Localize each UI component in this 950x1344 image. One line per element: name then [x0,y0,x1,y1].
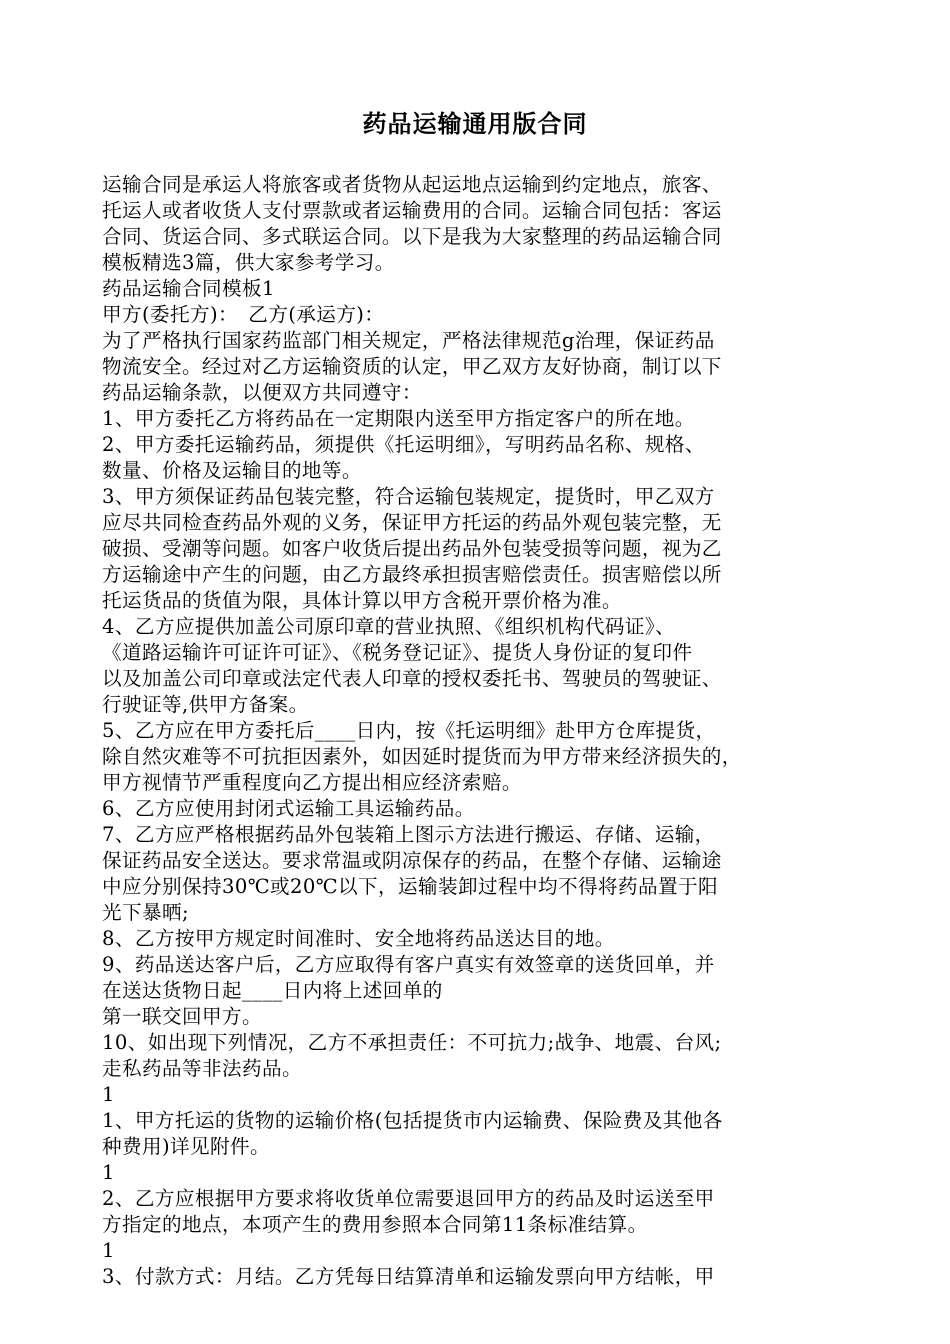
document-line: 合同、货运合同、多式联运合同。以下是我为大家整理的药品运输合同 [102,225,722,248]
document-line: 1、甲方委托乙方将药品在一定期限内送至甲方指定客户的所在地。 [102,407,695,430]
document-line: 模板精选3篇，供大家参考学习。 [102,251,395,274]
document-line: 10、如出现下列情况，乙方不承担责任：不可抗力;战争、地震、台风; [102,1031,722,1054]
document-line: 为了严格执行国家药监部门相关规定，严格法律规范g治理，保证药品 [102,329,715,352]
document-line: 3、甲方须保证药品包装完整，符合运输包装规定，提货时，甲乙双方 [102,485,715,508]
document-line: 7、乙方应严格根据药品外包装箱上图示方法进行搬运、存储、运输， [102,823,715,846]
document-line: 方运输途中产生的问题，由乙方最终承担损害赔偿责任。损害赔偿以所 [102,563,722,586]
document-line: 5、乙方应在甲方委托后____日内，按《托运明细》赴甲方仓库提货， [102,719,716,742]
document-line: 应尽共同检查药品外观的义务，保证甲方托运的药品外观包装完整，无 [102,511,722,534]
document-line: 药品运输合同模板1 [102,277,275,300]
document-line: 8、乙方按甲方规定时间准时、安全地将药品送达目的地。 [102,927,615,950]
document-line: 中应分别保持30℃或20℃以下，运输装卸过程中均不得将药品置于阳 [102,875,718,898]
document-line: 行驶证等,供甲方备案。 [102,693,309,716]
document-line: 方指定的地点，本项产生的费用参照本合同第11条标准结算。 [102,1213,648,1236]
document-line: 2、甲方委托运输药品，须提供《托运明细》，写明药品名称、规格、 [102,433,705,456]
document-line: 数量、价格及运输目的地等。 [102,459,362,482]
document-line: 4、乙方应提供加盖公司原印章的营业执照、《组织机构代码证》、 [102,615,676,638]
document-line: 药品运输条款，以便双方共同遵守： [102,381,422,404]
document-line: 托运货品的货值为限，具体计算以甲方含税开票价格为准。 [102,589,622,612]
document-line: 《道路运输许可证许可证》、《税务登记证》、提货人身份证的复印件 [102,641,693,664]
document-line: 3、付款方式：月结。乙方凭每日结算清单和运输发票向甲方结帐，甲 [102,1265,715,1288]
document-body [102,172,856,1290]
document-line: 在送达货物日起____日内将上述回单的 [102,979,443,1002]
document-line: 托运人或者收货人支付票款或者运输费用的合同。运输合同包括：客运 [102,199,722,222]
document-line: 1 [102,1239,115,1262]
document-line: 甲方(委托方)： 乙方(承运方)： [102,303,385,326]
document-line: 除自然灾难等不可抗拒因素外，如因延时提货而为甲方带来经济损失的， [102,745,742,768]
document-line: 6、乙方应使用封闭式运输工具运输药品。 [102,797,475,820]
document-line: 1、甲方托运的货物的运输价格(包括提货市内运输费、保险费及其他各 [102,1109,723,1132]
document-line: 光下暴晒; [102,901,189,924]
document-line: 2、乙方应根据甲方要求将收货单位需要退回甲方的药品及时运送至甲 [102,1187,715,1210]
document-line: 物流安全。经过对乙方运输资质的认定，甲乙双方友好协商，制订以下 [102,355,722,378]
document-line: 甲方视情节严重程度向乙方提出相应经济索赔。 [102,771,522,794]
document-line: 第一联交回甲方。 [102,1005,262,1028]
document-line: 1 [102,1083,115,1106]
document-line: 走私药品等非法药品。 [102,1057,302,1080]
document-line: 9、药品送达客户后，乙方应取得有客户真实有效签章的送货回单，并 [102,953,715,976]
document-line: 保证药品安全送达。要求常温或阴凉保存的药品，在整个存储、运输途 [102,849,722,872]
document-line: 种费用)详见附件。 [102,1135,270,1158]
document-line: 以及加盖公司印章或法定代表人印章的授权委托书、驾驶员的驾驶证、 [102,667,722,690]
document-line: 1 [102,1161,115,1184]
document-line: 破损、受潮等问题。如客户收货后提出药品外包装受损等问题，视为乙 [102,537,722,560]
document-title: 药品运输通用版合同 [362,110,588,138]
document-line: 运输合同是承运人将旅客或者货物从起运地点运输到约定地点，旅客、 [102,173,722,196]
